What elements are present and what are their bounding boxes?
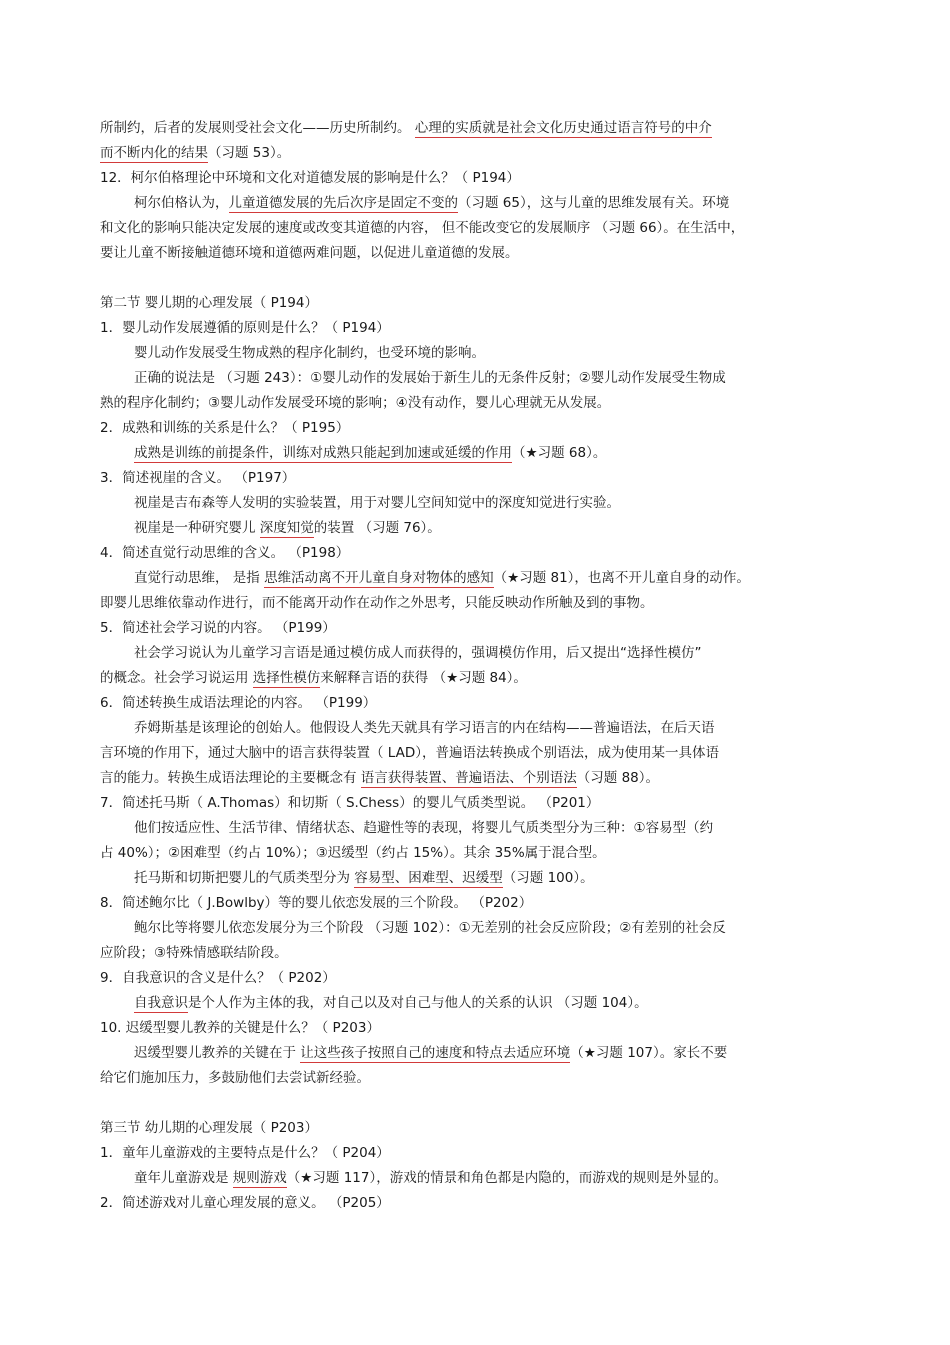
text-segment: 婴儿动作发展受生物成熟的程序化制约，也受环境的影响。 [134,345,485,361]
text-line [134,993,860,1013]
text-segment: 2．简述游戏对儿童心理发展的意义。 （P205） [100,1195,390,1211]
text-segment: 直觉行动思维， 是指 [134,570,265,586]
text-line [100,1193,860,1213]
text-segment: （★习题 107）。家长不要 [570,1045,728,1061]
text-line [134,818,860,838]
text-segment: 托马斯和切斯把婴儿的气质类型分为 [134,870,355,886]
text-line [100,168,860,188]
text-line [100,1118,860,1138]
text-segment: 第三节 幼儿期的心理发展（ P203） [100,1120,318,1136]
text-segment: 柯尔伯格认为， [134,195,229,211]
text-line [134,1043,860,1063]
text-segment: 9．自我意识的含义是什么？（ P202） [100,970,336,986]
text-line [134,343,860,363]
text-segment: 视崖是一种研究婴儿 [134,520,260,536]
text-segment: （★习题 81），也离不开儿童自身的动作。 [493,570,750,586]
text-segment: 即婴儿思维依靠动作进行，而不能离开动作在动作之外思考，只能反映动作所触及到的事物。 [100,595,654,611]
text-line [134,1168,860,1188]
text-segment: 的装置 （习题 76）。 [313,520,441,536]
text-segment: 视崖是吉布森等人发明的实验装置，用于对婴儿空间知觉中的深度知觉进行实验。 [134,495,620,511]
text-segment: 正确的说法是 （习题 243）：①婴儿动作的发展始于新生儿的无条件反射；②婴儿动作发展受生物成 [134,370,726,386]
text-segment: 鲍尔比等将婴儿依恋发展分为三个阶段 （习题 102）：①无差别的社会反应阶段；②有差别的社会反 [134,920,726,936]
text-segment: 1．婴儿动作发展遵循的原则是什么？（ P194） [100,320,390,336]
underlined-answer: 规则游戏 [232,1170,287,1186]
text-line [134,568,860,588]
text-segment: 第二节 婴儿期的心理发展（ P194） [100,295,318,311]
text-segment: 熟的程序化制约；③婴儿动作发展受环境的影响；④没有动作，婴儿心理就无从发展。 [100,395,611,411]
text-line [100,393,860,413]
text-segment: 4．简述直觉行动思维的含义。 （P198） [100,545,350,561]
text-segment: （习题 88）。 [576,770,660,786]
text-line [100,243,860,263]
text-segment: 的概念。社会学习说运用 [100,670,253,686]
text-line [100,793,860,813]
underlined-answer: 而不断内化的结果 [100,145,208,161]
text-line [100,893,860,913]
underlined-answer: 深度知觉 [259,520,314,536]
text-line [100,668,860,688]
text-segment: 是个人作为主体的我，对自己以及对自己与他人的关系的认识 （习题 104）。 [188,995,648,1011]
underlined-answer: 选择性模仿 [252,670,321,686]
text-line [100,318,860,338]
underlined-answer: 语言获得装置、普遍语法、个别语法 [360,770,577,786]
text-segment: 乔姆斯基是该理论的创始人。他假设人类先天就具有学习语言的内在结构——普遍语法，在后天语 [134,720,715,736]
text-segment: 12．柯尔伯格理论中环境和文化对道德发展的影响是什么？（ P194） [100,170,520,186]
text-segment: 所制约，后者的发展则受社会文化——历史所制约。 [100,120,415,136]
text-line [100,768,860,788]
text-line [134,518,860,538]
text-line [100,618,860,638]
text-line [134,868,860,888]
text-segment: 迟缓型婴儿教养的关键在于 [134,1045,301,1061]
text-segment: 2．成熟和训练的关系是什么？（ P195） [100,420,350,436]
text-line [100,1143,860,1163]
underlined-answer: 思维活动离不开儿童自身对物体的感知 [264,570,494,586]
text-line [100,293,860,313]
text-segment: （习题 100）。 [502,870,594,886]
text-line [134,718,860,738]
text-line [134,443,860,463]
text-segment: 来解释言语的获得 （★习题 84）。 [320,670,527,686]
text-segment: 和文化的影响只能决定发展的速度或改变其道德的内容， 但不能改变它的发展顺序 （习题 66）。在生活中， [100,220,745,236]
text-segment: 5．简述社会学习说的内容。 （P199） [100,620,336,636]
text-line [100,418,860,438]
underlined-answer: 心理的实质就是社会文化历史通过语言符号的中介 [414,120,712,136]
text-line [100,468,860,488]
text-line [134,493,860,513]
text-line [134,193,860,213]
text-line [100,843,860,863]
text-line [100,118,860,138]
text-segment: 社会学习说认为儿童学习言语是通过模仿成人而获得的，强调模仿作用，后又提出“选择性模仿” [134,645,702,661]
text-line [100,218,860,238]
text-segment: 他们按适应性、生活节律、情绪状态、趋避性等的表现，将婴儿气质类型分为三种：①容易型（约 [134,820,714,836]
text-segment: 应阶段；③特殊情感联结阶段。 [100,945,288,961]
text-segment: 6．简述转换生成语法理论的内容。 （P199） [100,695,377,711]
text-segment: 3．简述视崖的含义。 （P197） [100,470,296,486]
text-segment: 要让儿童不断接触道德环境和道德两难问题，以促进儿童道德的发展。 [100,245,519,261]
text-line [100,693,860,713]
underlined-answer: 让这些孩子按照自己的速度和特点去适应环境 [300,1045,571,1061]
text-line [100,143,860,163]
text-line [100,1018,860,1038]
text-line [134,918,860,938]
text-segment: （习题 65），这与儿童的思维发展有关。环境 [458,195,730,211]
text-segment: 10. 迟缓型婴儿教养的关键是什么？（ P203） [100,1020,380,1036]
text-segment: 8．简述鲍尔比（ J.Bowlby）等的婴儿依恋发展的三个阶段。 （P202） [100,895,533,911]
text-segment: 童年儿童游戏是 [134,1170,233,1186]
text-segment: 1．童年儿童游戏的主要特点是什么？（ P204） [100,1145,390,1161]
text-line [134,643,860,663]
text-segment: （习题 53）。 [208,145,291,161]
text-line [100,743,860,763]
text-segment: 占 40%）；②困难型（约占 10%）；③迟缓型（约占 15%）。其余 35%属于混合型。 [100,845,606,861]
text-line [134,368,860,388]
text-segment: 7．简述托马斯（ A.Thomas）和切斯（ S.Chess）的婴儿气质类型说。 （P201） [100,795,600,811]
underlined-answer: 容易型、困难型、迟缓型 [354,870,503,886]
text-segment: 言的能力。转换生成语法理论的主要概念有 [100,770,361,786]
text-segment: （★习题 68）。 [512,445,607,461]
underlined-answer: 儿童道德发展的先后次序是固定不变的 [228,195,458,211]
underlined-answer: 自我意识 [134,995,188,1011]
underlined-answer: 成熟是训练的前提条件，训练对成熟只能起到加速或延缓的作用 [134,445,512,461]
text-segment: （★习题 117），游戏的情景和角色都是内隐的，而游戏的规则是外显的。 [286,1170,728,1186]
text-line [100,1068,860,1088]
text-line [100,968,860,988]
text-line [100,543,860,563]
text-segment: 言环境的作用下，通过大脑中的语言获得装置（ LAD），普遍语法转换成个别语法，成为使用某一具体语 [100,745,720,761]
text-segment: 给它们施加压力，多鼓励他们去尝试新经验。 [100,1070,370,1086]
text-line [100,943,860,963]
text-line [100,593,860,613]
